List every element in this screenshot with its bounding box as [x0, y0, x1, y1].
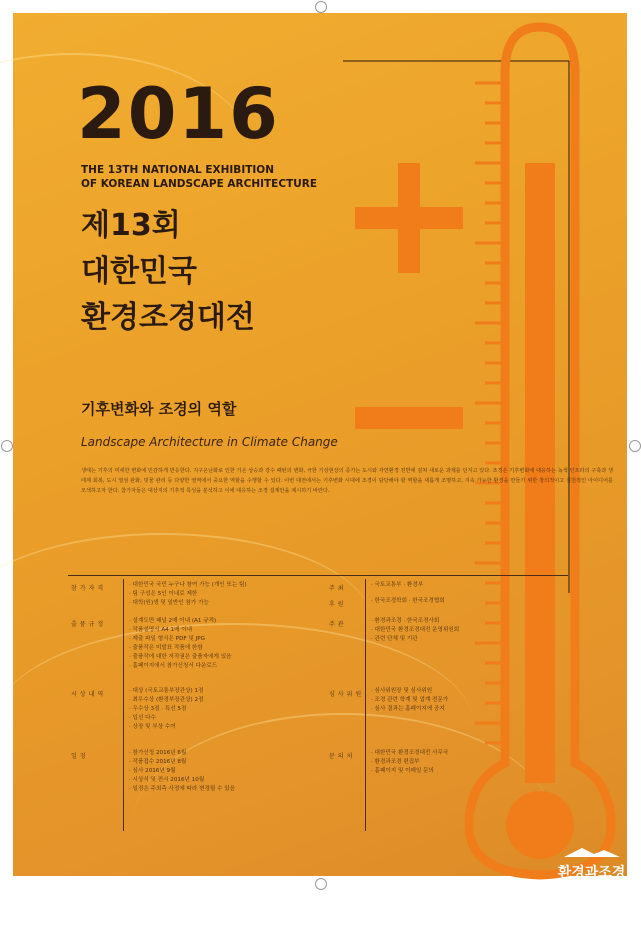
- list-item: · 홈페이지 및 이메일 문의: [371, 768, 434, 774]
- thermometer-scale: [475, 83, 503, 743]
- theme-title-ko: 기후변화와 조경의 역할: [81, 400, 237, 418]
- contact-block: [371, 749, 448, 776]
- plus-icon-v: [398, 163, 420, 273]
- list-item: · 조경 관련 학계 및 업계 전문가: [371, 697, 449, 703]
- label-eligibility: 참가자격: [71, 585, 107, 592]
- list-item: · 대학(원)생 및 일반인 참가 가능: [129, 600, 209, 606]
- label-rules: 출품규정: [71, 621, 107, 628]
- divider: [68, 575, 568, 576]
- theme-title-en: Landscape Architecture in Climate Change: [81, 435, 338, 449]
- registration-mark: [315, 1, 327, 13]
- list-item: · 작품접수 2016년 8월: [129, 759, 187, 765]
- schedule-block: [129, 749, 235, 794]
- host-block: [371, 581, 423, 590]
- theme-description: 생태는 기후의 미세한 변화에 민감하게 반응한다. 지구온난화로 인한 기온 상승과 강수 패턴의 변화, 극한 기상현상의 증가는 도시와 자연환경 전반에 걸쳐 새로운 과제를 던지고 있다. 조경은 기후변화에 대응하는 녹색 인프라의 구축과 생태계 회복, 도시 열섬 완화, 빗물 관리 등 다양한 영역에서 중요한 역할을 수행할 수 있다. 이번 대전에서는 기후변화 시대에 조경이 담당해야 할 역할을 새롭게 조명하고, 지속 가능한 환경을 만들기 위한 창의적이고 실천적인 아이디어를 모색하고자 한다. 참가자들은 대상지의 기후적 특성을 분석하고 이에 대응하는 조경 설계안을 제시하기 바란다.: [81, 468, 613, 494]
- logo-name-en: landscape architecture korea: [562, 882, 621, 894]
- list-item: · 최우수상 (환경부장관상) 2점: [129, 697, 204, 703]
- list-item: · 우수상 3점 · 특선 5점: [129, 706, 187, 712]
- list-item: · 시상식 및 전시 2016년 10월: [129, 777, 205, 783]
- divider: [365, 579, 366, 831]
- awards-block: [129, 687, 203, 732]
- list-item: · 홈페이지에서 참가신청서 다운로드: [129, 663, 218, 669]
- list-item: · 환경과조경 편집부: [371, 759, 420, 765]
- title-ko-line2: 대한민국: [81, 254, 197, 289]
- poster: [13, 13, 627, 894]
- list-item: · 설계도면 패널 2매 이내 (A1 규격): [129, 618, 217, 624]
- label-host: 주최: [329, 585, 347, 592]
- list-item: · 환경과조경 · 한국조경사회: [371, 618, 440, 624]
- subtitle-en-line1: THE 13TH NATIONAL EXHIBITION: [81, 164, 275, 176]
- list-item: · 대한민국 환경조경대전 사무국: [371, 750, 449, 756]
- list-item: · 작품설명서 A4 1매 이내: [129, 627, 193, 633]
- list-item: · 심사 결과는 홈페이지에 공지: [371, 706, 445, 712]
- label-organizer: 주관: [329, 621, 347, 628]
- registration-mark: [1, 440, 13, 452]
- subtitle-en-line2: OF KOREAN LANDSCAPE ARCHITECTURE: [81, 178, 318, 190]
- list-item: · 참가신청 2016년 6월: [129, 750, 187, 756]
- list-item: · 팀 구성은 5인 이내로 제한: [129, 591, 198, 597]
- publisher-logo: [556, 843, 627, 894]
- list-item: · 출품작은 미발표 작품에 한함: [129, 645, 203, 651]
- divider: [123, 579, 124, 831]
- logo-mountain-icon: [562, 846, 622, 858]
- list-item: · 출품작에 대한 저작권은 출품자에게 있음: [129, 654, 232, 660]
- list-item: · 심사위원장 및 심사위원: [371, 688, 433, 694]
- list-item: · 입선 다수: [129, 715, 156, 721]
- list-item: · 한국조경학회 · 한국조경협회: [371, 598, 445, 604]
- list-item: · 일정은 주최측 사정에 따라 변경될 수 있음: [129, 786, 236, 792]
- list-item: · 상장 및 부상 수여: [129, 724, 176, 730]
- title-ko-line1: 제13회: [81, 208, 181, 243]
- registration-mark: [629, 440, 641, 452]
- label-sponsor: 후원: [329, 601, 347, 608]
- list-item: · 대상 (국토교통부장관상) 1점: [129, 688, 204, 694]
- jury-block: [371, 687, 448, 714]
- label-awards: 시상내역: [71, 691, 107, 698]
- subtitle-en: [81, 163, 317, 191]
- label-schedule: 일정: [71, 753, 89, 760]
- registration-mark: [315, 878, 327, 890]
- title-ko-line3: 환경조경대전: [81, 300, 255, 335]
- list-item: · 관련 단체 및 기관: [371, 636, 418, 642]
- label-jury: 심사위원: [329, 691, 365, 698]
- rules-block: [129, 617, 232, 671]
- logo-name-ko: 환경과조경: [557, 865, 626, 881]
- title-ko: [81, 203, 255, 341]
- minus-icon: [355, 407, 463, 429]
- eligibility-block: [129, 581, 247, 608]
- list-item: · 대한민국 국민 누구나 참여 가능 (개인 또는 팀): [129, 582, 247, 588]
- label-contact: 문의처: [329, 753, 356, 760]
- organizer-block: [371, 617, 459, 644]
- list-item: · 국토교통부 · 환경부: [371, 582, 424, 588]
- sponsor-block: [371, 597, 445, 606]
- poster-year: 2016: [77, 73, 280, 155]
- list-item: · 심사 2016년 9월: [129, 768, 176, 774]
- list-item: · 제출 파일 형식은 PDF 및 JPG: [129, 636, 205, 642]
- list-item: · 대한민국 환경조경대전 운영위원회: [371, 627, 460, 633]
